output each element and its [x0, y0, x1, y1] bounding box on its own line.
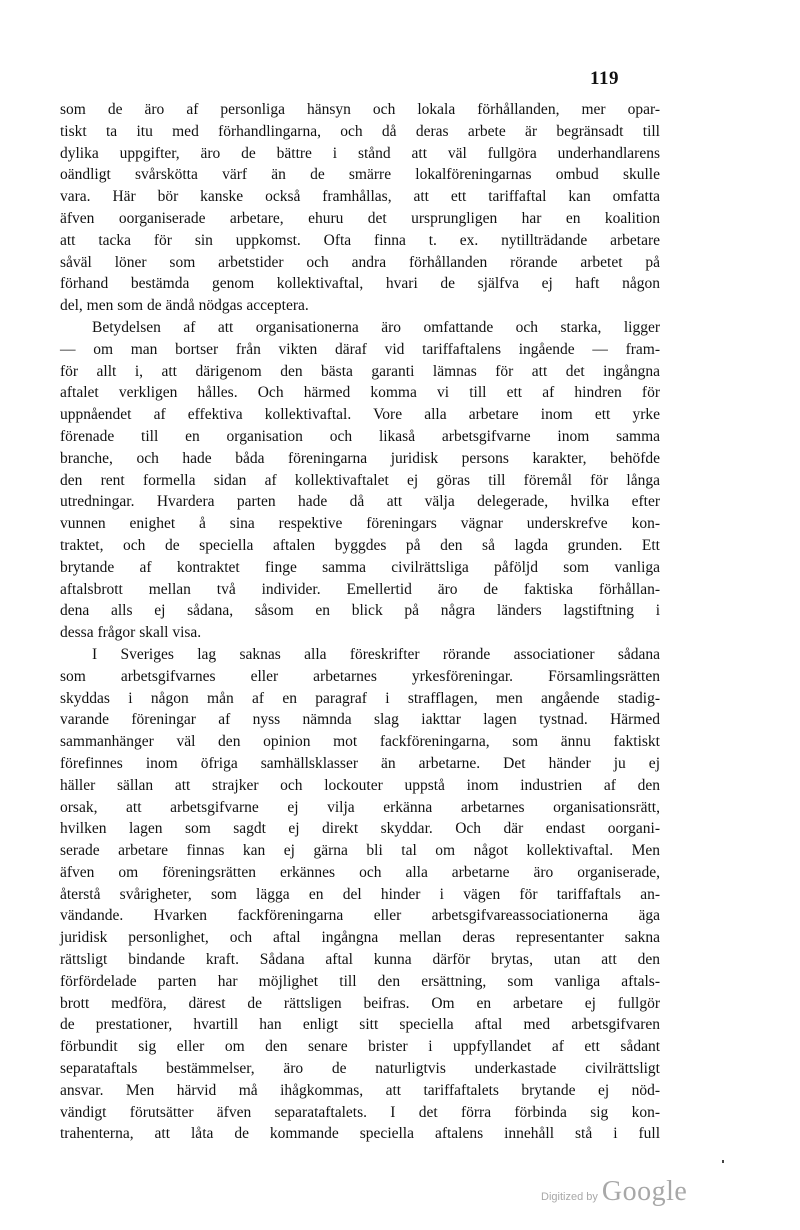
- text-line: dessa frågor skall visa.: [60, 624, 202, 642]
- text-line: skyddas i någon mån af en paragraf i strafflagen, men angående stadig-: [60, 689, 660, 707]
- text-line: äfven oorganiserade arbetare, ehuru det ursprungligen har en koalition: [60, 209, 660, 227]
- text-line: vändigt förutsätter äfven separataftalets. I det förra förbinda sig kon-: [60, 1103, 660, 1121]
- body-text: [60, 99, 660, 1145]
- text-line: varande föreningar af nyss nämnda slag iakttar lagen tystnad. Härmed: [60, 711, 660, 729]
- text-line: vunnen enighet å sina respektive föreningars vägnar underskrefve kon-: [60, 515, 660, 533]
- text-line: att tacka för sin uppkomst. Ofta finna t. ex. nytillträdande arbetare: [60, 231, 660, 249]
- text-line: förefinnes inom öfriga samhällsklasser än arbetarne. Det händer ju ej: [60, 754, 660, 772]
- text-line: förbundit sig eller om den senare brister i uppfyllandet af ett sådant: [60, 1038, 660, 1056]
- text-line: traktet, och de speciella aftalen byggdes på den så lagda grunden. Ett: [60, 536, 660, 554]
- page-number: 119: [590, 68, 619, 89]
- text-line: tiskt ta itu med förhandlingarna, och då deras arbete är begränsadt till: [60, 122, 660, 140]
- text-line: vara. Här bör kanske också framhållas, att ett tariffaftal kan omfatta: [60, 188, 660, 206]
- text-line: vändande. Hvarken fackföreningarna eller arbetsgifvareassociationerna äga: [60, 907, 660, 925]
- text-line: serade arbetare finnas kan ej gärna bli tal om något kollektivaftal. Men: [60, 842, 660, 860]
- text-line: trahenterna, att låta de kommande speciella aftalens innehåll stå i full: [60, 1125, 660, 1143]
- text-line: uppnåendet af effektiva kollektivaftal. Vore alla arbetare inom ett yrke: [60, 406, 660, 424]
- text-line: såväl löner som arbetstider och andra förhållanden rörande arbetet på: [60, 253, 660, 271]
- text-line: återstå svårigheter, som lägga en del hinder i vägen för tariffaftals an-: [60, 885, 660, 903]
- text-line: äfven om föreningsrätten erkännes och alla arbetarne äro organiserade,: [60, 863, 660, 881]
- text-line: sammanhänger väl den opinion mot fackföreningarna, som ännu faktiskt: [60, 733, 660, 751]
- text-line: förenade till en organisation och likaså arbetsgifvarne inom samma: [60, 427, 660, 445]
- text-line: de prestationer, hvartill han enligt sitt speciella aftal med arbetsgifvaren: [60, 1016, 660, 1034]
- text-line: orsak, att arbetsgifvarne ej vilja erkänna arbetarnes organisationsrätt,: [60, 798, 660, 816]
- text-line: brott medföra, därest de rättsligen beifras. Om en arbetare ej fullgör: [60, 994, 660, 1012]
- text-line: oändligt svårskötta värf än de smärre lokalföreningarnas ombud skulle: [60, 166, 660, 184]
- digitized-by-watermark: [541, 1176, 687, 1208]
- text-line: förhand bestämda genom kollektivaftal, hvari de själfva ej haft någon: [60, 275, 660, 293]
- scan-speck: [722, 1160, 724, 1163]
- text-line: brytande af kontraktet finge samma civilrättsliga påföljd som vanliga: [60, 558, 660, 576]
- text-line: dylika uppgifter, äro de bättre i stånd att väl fullgöra underhandlarens: [60, 144, 660, 162]
- text-line: aftalet verkligen hålles. Och härmed komma vi till ett af hindren för: [60, 384, 660, 402]
- text-line: separataftals bestämmelser, äro de naturligtvis underkastade civilrättsligt: [60, 1060, 660, 1078]
- watermark-prefix: Digitized by: [541, 1191, 598, 1203]
- text-line: utredningar. Hvardera parten hade då att välja delegerade, hvilka efter: [60, 493, 660, 511]
- text-line: Betydelsen af att organisationerna äro omfattande och starka, ligger: [92, 318, 660, 336]
- text-line: hvilken lagen som sagdt ej direkt skyddar. Och där endast oorgani-: [60, 820, 660, 838]
- text-line: för allt i, att därigenom den bästa garanti lämnas för att det ingångna: [60, 362, 660, 380]
- text-line: dena alls ej sådana, såsom en blick på några länders lagstiftning i: [60, 602, 660, 620]
- text-line: — om man bortser från vikten däraf vid tariffaftalens ingående — fram-: [60, 340, 660, 358]
- text-line: I Sveriges lag saknas alla föreskrifter rörande associationer sådana: [92, 645, 660, 663]
- text-line: aftalsbrott mellan två individer. Emellertid äro de faktiska förhållan-: [60, 580, 660, 598]
- text-line: rättsligt bindande kraft. Sådana aftal kunna därför brytas, utan att den: [60, 951, 660, 969]
- text-line: del, men som de ändå nödgas acceptera.: [60, 297, 309, 315]
- text-line: branche, och hade båda föreningarna juridisk persons karakter, behöfde: [60, 449, 660, 467]
- text-line: juridisk personlighet, och aftal ingångna mellan deras representanter sakna: [60, 929, 660, 947]
- text-line: den rent formella sidan af kollektivaftalet ej göras till föremål för långa: [60, 471, 660, 489]
- text-line: som de äro af personliga hänsyn och lokala förhållanden, mer opar-: [60, 101, 660, 118]
- text-line: häller sällan att strajker och lockouter uppstå inom industrien af den: [60, 776, 660, 794]
- text-line: ansvar. Men härvid må ihågkommas, att tariffaftalets brytande ej nöd-: [60, 1081, 660, 1099]
- google-logo: Google: [601, 1176, 688, 1207]
- text-line: som arbetsgifvarnes eller arbetarnes yrkesföreningar. Församlingsrätten: [60, 667, 660, 685]
- text-line: förfördelade parten har möjlighet till den ersättning, som vanliga aftals-: [60, 972, 660, 990]
